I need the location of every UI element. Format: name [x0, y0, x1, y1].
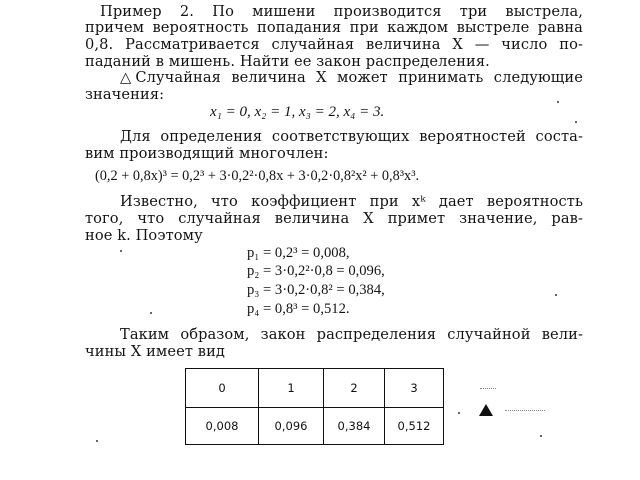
polynomial-formula: (0,2 + 0,8x)³ = 0,2³ + 3·0,2²·0,8x + 3·0,2·0,8²x² + 0,8³x³.: [95, 168, 420, 184]
table-cell-p0: 0,008: [186, 408, 259, 445]
probability-p2: p₂ = 3·0,2²·0,8 = 0,096,: [247, 263, 385, 279]
distribution-table: [185, 368, 444, 445]
conclusion-line-1: Таким образом, закон распределения случайной вели-: [120, 326, 583, 343]
example-line-1: Пример 2. По мишени производится три выстрела,: [100, 3, 583, 20]
probability-p3: p₃ = 3·0,2·0,8² = 0,384,: [247, 282, 385, 298]
coefficient-line-3: ное k. Поэтому: [85, 227, 203, 244]
coefficient-line-1: Известно, что коэффициент при xᵏ дает вероятность: [120, 193, 583, 210]
table-cell-x2: 2: [324, 369, 385, 408]
generating-line-2: вим производящий многочлен:: [85, 145, 329, 162]
triangle-start-icon: △: [120, 69, 132, 86]
example-line-4: паданий в мишень. Найти ее закон распределения.: [85, 53, 490, 70]
scan-speck: [150, 312, 152, 314]
table-cell-p2: 0,384: [324, 408, 385, 445]
scan-speck: [458, 412, 460, 414]
solution-line-1-text: Случайная величина X может принимать следующие: [135, 69, 583, 86]
scan-speck: [96, 440, 98, 442]
table-header-row: [186, 369, 444, 408]
values-formula: x₁ = 0, x₂ = 1, x₃ = 2, x₄ = 3.: [210, 104, 385, 120]
table-cell-x0: 0: [186, 369, 259, 408]
scan-speck: [575, 121, 577, 123]
probability-p1: p₁ = 0,2³ = 0,008,: [247, 245, 350, 261]
example-line-3: 0,8. Рассматривается случайная величина X — число по-: [85, 36, 583, 53]
solution-line-2: значения:: [85, 86, 165, 103]
example-line-2: причем вероятность попадания при каждом выстреле равна: [85, 19, 583, 36]
end-of-proof-icon: [479, 404, 493, 416]
coefficient-line-2: того, что случайная величина X примет значение, рав-: [85, 210, 583, 227]
scan-speck: [120, 250, 122, 252]
scan-dots: [505, 410, 545, 412]
scan-speck: [557, 101, 559, 103]
table-cell-x1: 1: [259, 369, 324, 408]
table-values-row: [186, 408, 444, 445]
scan-speck: [555, 294, 557, 296]
probability-p4: p₄ = 0,8³ = 0,512.: [247, 301, 350, 317]
scan-speck: [540, 435, 542, 437]
table-cell-p3: 0,512: [385, 408, 444, 445]
table-cell-x3: 3: [385, 369, 444, 408]
scan-dots: [480, 388, 496, 390]
table-cell-p1: 0,096: [259, 408, 324, 445]
generating-line-1: Для определения соответствующих вероятностей соста-: [120, 128, 583, 145]
solution-line-1: [120, 69, 583, 86]
conclusion-line-2: чины X имеет вид: [85, 343, 225, 360]
